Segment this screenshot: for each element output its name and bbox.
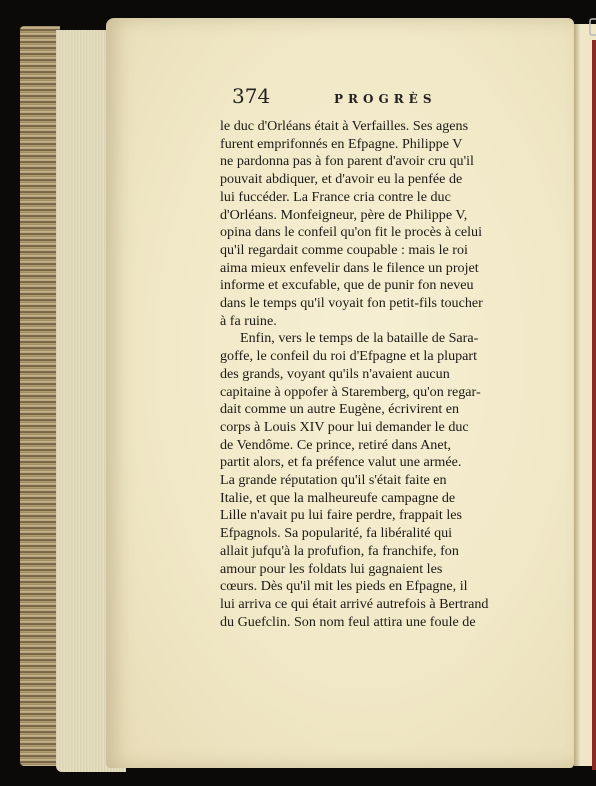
running-title: PROGRÈS xyxy=(334,92,437,106)
text-line: Italie, et que la malheureufe campagne de xyxy=(220,489,456,506)
text-line: La grande réputation qu'il s'était faite en xyxy=(220,472,447,489)
text-line: du Guefclin. Son nom feul attira une foule de xyxy=(220,613,476,630)
text-line: allait jufqu'à la profufion, fa franchife, fon xyxy=(220,542,459,559)
red-bookmark-ribbon xyxy=(592,40,596,770)
text-line: qu'il regardait comme coupable : mais le roi xyxy=(220,241,468,258)
text-line: amour pour les foldats lui gagnaient les xyxy=(220,560,443,577)
text-line: des grands, voyant qu'ils n'avaient aucun xyxy=(220,365,450,382)
text-line: dans le temps qu'il voyait fon petit-fils toucher xyxy=(220,295,483,312)
body-text xyxy=(220,118,520,631)
text-line: Lille n'avait pu lui faire perdre, frappait les xyxy=(220,507,463,524)
text-line: partit alors, et fa préfence valut une armée. xyxy=(220,454,462,471)
clip-icon xyxy=(588,18,596,36)
text-line: corps à Louis XIV pour lui demander le duc xyxy=(220,418,469,435)
book-spine xyxy=(20,26,60,766)
text-line: à fa ruine. xyxy=(220,312,277,329)
text-line: furent emprifonnés en Efpagne. Philippe V xyxy=(220,135,463,152)
text-line: Enfin, vers le temps de la bataille de Sara- xyxy=(240,330,479,347)
text-line: informe et excufable, que de punir fon neveu xyxy=(220,277,474,294)
text-line: cœurs. Dès qu'il mit les pieds en Efpagne, il xyxy=(220,578,468,595)
text-line: d'Orléans. Monfeigneur, père de Philippe V, xyxy=(220,206,468,223)
text-line: lui fuccéder. La France cria contre le duc xyxy=(220,188,451,205)
text-line: ne pardonna pas à fon parent d'avoir cru qu'il xyxy=(220,153,474,170)
text-line: goffe, le confeil du roi d'Efpagne et la plupart xyxy=(220,348,478,365)
text-line: pouvait abdiquer, et d'avoir eu la penfée de xyxy=(220,171,463,188)
page-number: 374 xyxy=(232,84,271,108)
text-line: opina dans le confeil qu'on fit le procès à celui xyxy=(220,224,483,241)
text-line: aima mieux enfevelir dans le filence un projet xyxy=(220,259,479,276)
text-line: capitaine à oppofer à Staremberg, qu'on regar- xyxy=(220,383,481,400)
text-line: Efpagnols. Sa popularité, fa libéralité qui xyxy=(220,525,453,542)
text-line: le duc d'Orléans était à Verfailles. Ses agens xyxy=(220,118,469,134)
text-line: lui arriva ce qui était arrivé autrefois à Bertrand xyxy=(220,595,489,612)
text-line: dait comme un autre Eugène, écrivirent en xyxy=(220,401,460,418)
text-line: de Vendôme. Ce prince, retiré dans Anet, xyxy=(220,436,452,453)
